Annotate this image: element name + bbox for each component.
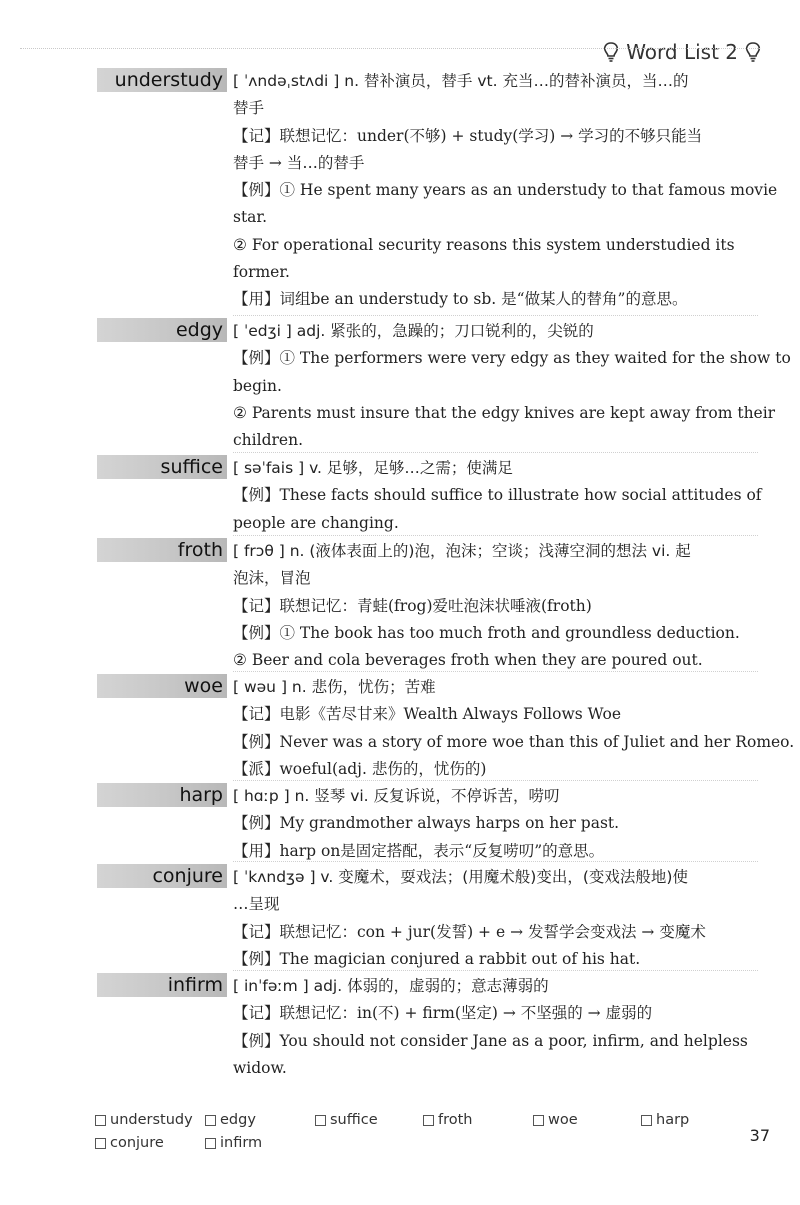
- checklist-label: edgy: [220, 1112, 256, 1128]
- checklist-item[interactable]: [205, 1112, 256, 1128]
- checkbox-icon[interactable]: [533, 1115, 544, 1126]
- entry-line: …呈现: [233, 895, 280, 914]
- word-list-label: Word List 2: [626, 40, 738, 64]
- entry-body: [233, 68, 778, 314]
- entry-line: 【记】联想记忆：under(不够) + study(学习) → 学习的不够只能当: [233, 126, 703, 145]
- definition-line: [ ˈʌndəˌstʌdi ] n. 替补演员，替手 vt. 充当…的替补演员，当…的: [233, 72, 689, 90]
- headword-tag: [97, 973, 227, 997]
- headword: suffice: [160, 456, 223, 478]
- checklist-label: infirm: [220, 1135, 263, 1151]
- entry-divider: [233, 535, 758, 536]
- entry-divider: [233, 315, 758, 316]
- entry-divider: [233, 861, 758, 862]
- entry-line: 替手: [233, 99, 265, 118]
- entry-divider: [233, 452, 758, 453]
- checklist-label: conjure: [110, 1135, 164, 1151]
- entry-line: ② Parents must insure that the edgy knives are kept away from their: [233, 403, 776, 422]
- entry-line: 【记】联想记忆：青蛙(frog)爱吐泡沫状唾液(froth): [233, 596, 592, 615]
- entry-line: ② Beer and cola beverages froth when they are poured out.: [233, 651, 703, 670]
- checkbox-icon[interactable]: [205, 1115, 216, 1126]
- entry-line: people are changing.: [233, 513, 399, 532]
- checkbox-icon[interactable]: [95, 1115, 106, 1126]
- entry-line: begin.: [233, 376, 282, 395]
- checkbox-icon[interactable]: [205, 1138, 216, 1149]
- entry-line: 【例】① The book has too much froth and groundless deduction.: [233, 623, 740, 642]
- header-title: [602, 40, 762, 64]
- headword: froth: [177, 539, 223, 561]
- entry-line: 【记】联想记忆：in(不) + firm(坚定) → 不坚强的 → 虚弱的: [233, 1004, 653, 1023]
- entry-line: 【例】① The performers were very edgy as they waited for the show to: [233, 349, 791, 368]
- entry-body: [233, 674, 795, 783]
- checklist-label: harp: [656, 1112, 690, 1128]
- entry-line: 替手 → 当…的替手: [233, 153, 365, 172]
- definition-line: [ ˈedʒi ] adj. 紧张的，急躁的；刀口锐利的，尖锐的: [233, 322, 594, 340]
- entry-body: [233, 318, 791, 454]
- headword-tag: [97, 68, 227, 92]
- headword: edgy: [175, 319, 223, 341]
- checkbox-icon[interactable]: [95, 1138, 106, 1149]
- entry-line: 【例】Never was a story of more woe than this of Juliet and her Romeo.: [233, 732, 795, 751]
- definition-line: [ frɔθ ] n. (液体表面上的)泡，泡沫；空谈；浅薄空洞的想法 vi. 起: [233, 542, 691, 560]
- entry-divider: [233, 970, 758, 971]
- entry-line: 泡沫，冒泡: [233, 569, 311, 588]
- checkbox-icon[interactable]: [315, 1115, 326, 1126]
- headword: conjure: [152, 865, 223, 887]
- entry-line: children.: [233, 431, 303, 450]
- headword-tag: [97, 318, 227, 342]
- checkbox-icon[interactable]: [641, 1115, 652, 1126]
- definition-line: [ hɑːp ] n. 竖琴 vi. 反复诉说，不停诉苦，唠叨: [233, 787, 560, 805]
- checklist-label: understudy: [110, 1112, 193, 1128]
- headword-tag: [97, 864, 227, 888]
- entry-body: [233, 455, 762, 537]
- checklist-label: froth: [438, 1112, 473, 1128]
- entry-line: 【用】词组be an understudy to sb. 是“做某人的替角”的意思。: [233, 290, 688, 309]
- entry-line: widow.: [233, 1058, 287, 1077]
- header-divider: [20, 48, 760, 49]
- definition-line: [ ˈkʌndʒə ] v. 变魔术，耍戏法；(用魔术般)变出，(变戏法般地)使: [233, 868, 688, 886]
- headword: woe: [184, 675, 223, 697]
- checklist-item[interactable]: [95, 1135, 164, 1151]
- entry-line: 【例】① He spent many years as an understudy to that famous movie: [233, 181, 778, 200]
- checklist-label: woe: [548, 1112, 578, 1128]
- lightbulb-icon: [744, 41, 762, 63]
- entry-divider: [233, 671, 758, 672]
- definition-line: [ səˈfais ] v. 足够，足够…之需；使满足: [233, 459, 513, 477]
- entry-line: 【记】电影《苦尽甘来》Wealth Always Follows Woe: [233, 705, 621, 724]
- entry-body: [233, 538, 758, 674]
- entry-line: 【用】harp on是固定搭配，表示“反复唠叨”的意思。: [233, 841, 605, 860]
- checklist-item[interactable]: [315, 1112, 378, 1128]
- entry-divider: [233, 780, 758, 781]
- page-number: 37: [749, 1126, 770, 1145]
- entry-line: 【例】My grandmother always harps on her past.: [233, 814, 620, 833]
- entry-line: star.: [233, 208, 268, 227]
- entry-line: ② For operational security reasons this system understudied its: [233, 235, 735, 254]
- entry-line: 【派】woeful(adj. 悲伤的，忧伤的): [233, 759, 487, 778]
- entry-body: [233, 783, 758, 865]
- headword-tag: [97, 674, 227, 698]
- checklist-item[interactable]: [423, 1112, 473, 1128]
- headword: harp: [179, 784, 223, 806]
- checklist-item[interactable]: [641, 1112, 689, 1128]
- entry-body: [233, 973, 758, 1082]
- entry-line: former.: [233, 263, 290, 282]
- lightbulb-icon: [602, 41, 620, 63]
- checkbox-icon[interactable]: [423, 1115, 434, 1126]
- definition-line: [ inˈfəːm ] adj. 体弱的，虚弱的；意志薄弱的: [233, 977, 549, 995]
- headword-tag: [97, 783, 227, 807]
- headword: infirm: [167, 974, 223, 996]
- definition-line: [ wəu ] n. 悲伤，忧伤；苦难: [233, 678, 436, 696]
- checklist-item[interactable]: [95, 1112, 193, 1128]
- entry-body: [233, 864, 758, 973]
- entry-line: 【例】You should not consider Jane as a poor, infirm, and helpless: [233, 1031, 748, 1050]
- checklist-item[interactable]: [205, 1135, 262, 1151]
- headword: understudy: [114, 69, 223, 91]
- entry-line: 【例】These facts should suffice to illustrate how social attitudes of: [233, 486, 762, 505]
- entry-line: 【例】The magician conjured a rabbit out of his hat.: [233, 949, 641, 968]
- headword-tag: [97, 538, 227, 562]
- checklist-label: suffice: [330, 1112, 378, 1128]
- headword-tag: [97, 455, 227, 479]
- entry-line: 【记】联想记忆：con + jur(发誓) + e → 发誓学会变戏法 → 变魔术: [233, 922, 706, 941]
- checklist-item[interactable]: [533, 1112, 578, 1128]
